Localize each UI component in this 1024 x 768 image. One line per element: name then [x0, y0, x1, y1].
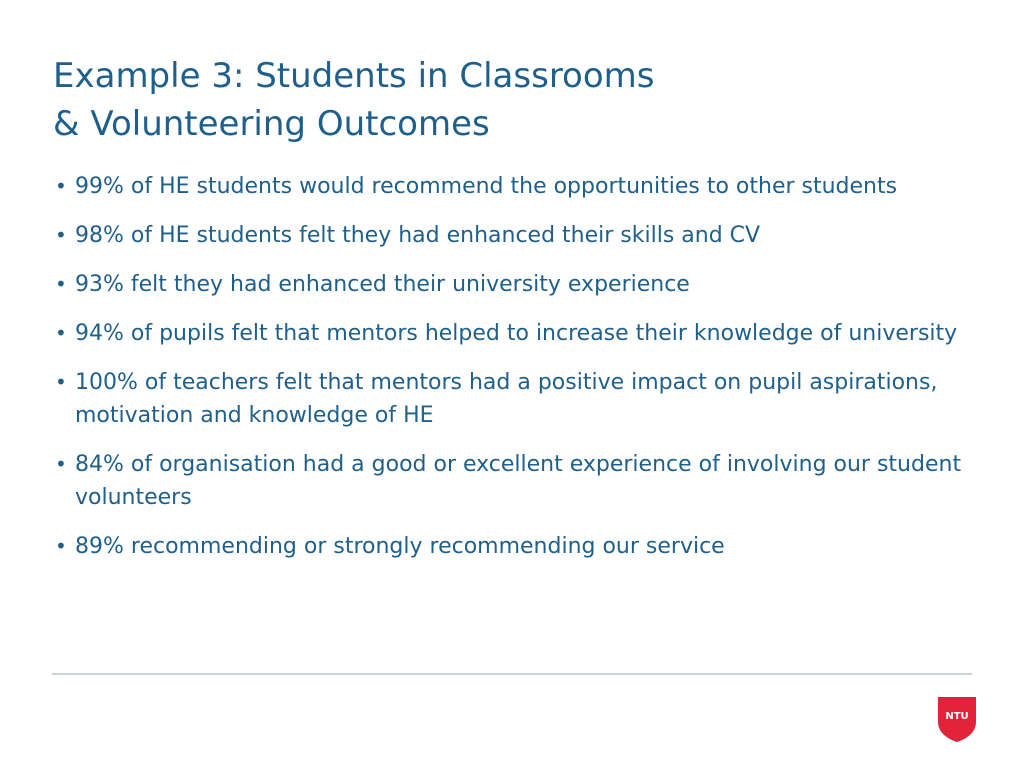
bullet-dot-icon: •: [55, 452, 67, 476]
bullet-item: [55, 219, 965, 252]
ntu-logo-text: NTU: [945, 711, 969, 722]
bullet-item: [55, 530, 965, 563]
bullet-text: 89% recommending or strongly recommending our service: [75, 534, 725, 559]
slide-title-line-2: & Volunteering Outcomes: [53, 104, 490, 144]
bullet-text: 94% of pupils felt that mentors helped to increase their knowledge of university: [75, 321, 958, 346]
bullet-item: [55, 170, 965, 203]
slide-title-line-1: Example 3: Students in Classrooms: [53, 56, 655, 96]
bullet-dot-icon: •: [55, 321, 67, 345]
bullet-text: 84% of organisation had a good or excellent experience of involving our student volunteers: [75, 452, 962, 510]
bullet-text: 98% of HE students felt they had enhanced their skills and CV: [75, 223, 761, 248]
bullet-dot-icon: •: [55, 370, 67, 394]
bullet-item: [55, 366, 965, 432]
bullet-item: [55, 448, 965, 514]
slide-title: [53, 52, 993, 148]
bullet-list: [55, 170, 965, 579]
bullet-item: [55, 268, 965, 301]
bullet-text: 100% of teachers felt that mentors had a positive impact on pupil aspirations, motivation and knowledge of HE: [75, 370, 938, 428]
bullet-dot-icon: •: [55, 534, 67, 558]
ntu-logo: [937, 695, 977, 743]
bullet-item: [55, 317, 965, 350]
bullet-text: 93% felt they had enhanced their university experience: [75, 272, 690, 297]
bullet-dot-icon: •: [55, 174, 67, 198]
bullet-dot-icon: •: [55, 223, 67, 247]
bullet-dot-icon: •: [55, 272, 67, 296]
bullet-text: 99% of HE students would recommend the opportunities to other students: [75, 174, 898, 199]
footer-divider: [52, 673, 972, 675]
